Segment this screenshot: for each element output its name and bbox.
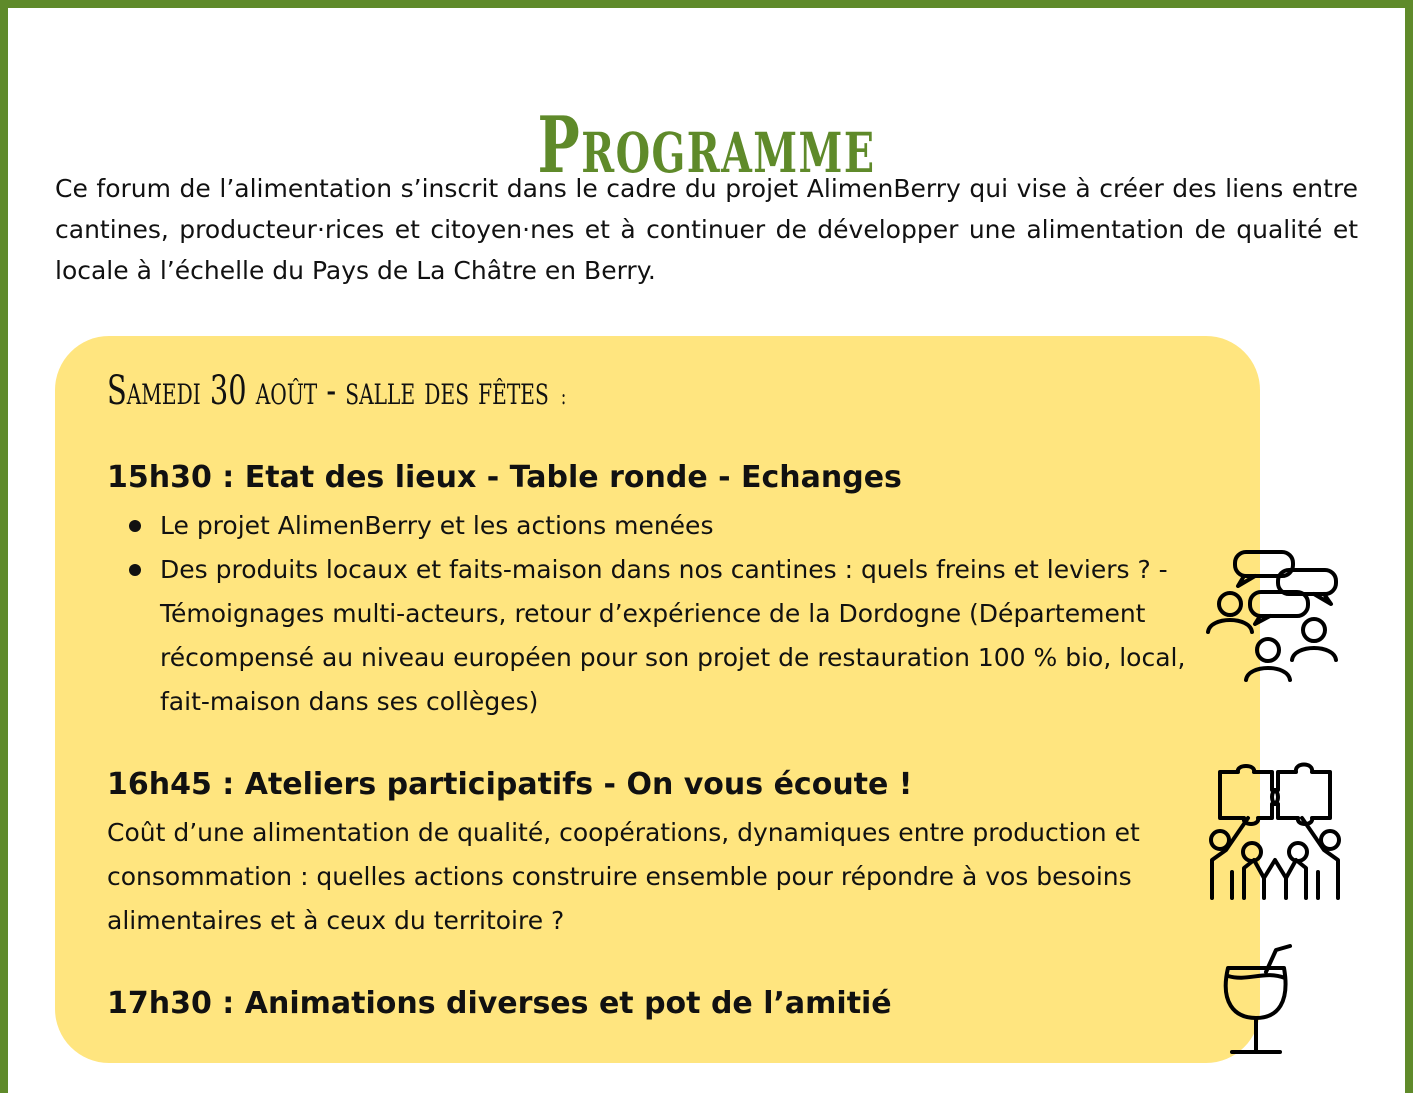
programme-page (8, 8, 1405, 1093)
session-2-description: Coût d’une alimentation de qualité, coopérations, dynamiques entre production et consommation : quelles actions construire ensemble pour répondre à vos besoins alimentaires et à ceux du territoire ? (107, 818, 1140, 935)
session-heading-3: 17h30 : Animations diverses et pot de l’amitié (107, 986, 892, 1021)
list-item: Des produits locaux et faits-maison dans nos cantines : quels freins et leviers ? - Témoignages multi-acteurs, retour d’expérience de la Dordogne (Département récompensé au niveau européen pour son projet de restauration 100 % bio, local, fait-maison dans ses collèges) (107, 548, 1187, 724)
intro-paragraph: Ce forum de l’alimentation s’inscrit dans le cadre du projet AlimenBerry qui vise à créer des liens entre cantines, producteur·rices et citoyen·nes et à continuer de développer une alimentation de qualité et locale à l’échelle du Pays de La Châtre en Berry. (55, 174, 1358, 285)
day-heading-colon: : (560, 385, 567, 410)
discussion-group-icon (1200, 546, 1342, 688)
list-item: Le projet AlimenBerry et les actions menées (107, 504, 1187, 548)
schedule-card (55, 336, 1260, 1063)
session-heading-1: 15h30 : Etat des lieux - Table ronde - Echanges (107, 460, 902, 495)
day-heading (107, 366, 566, 423)
page-title: Programme (537, 100, 876, 192)
session-1-bullet-list (107, 504, 1187, 724)
puzzle-teamwork-icon (1200, 760, 1350, 902)
drink-glass-icon (1218, 942, 1308, 1064)
session-heading-2: 16h45 : Ateliers participatifs - On vous écoute ! (107, 767, 913, 802)
day-heading-text: Samedi 30 août - salle des fêtes (107, 368, 549, 414)
